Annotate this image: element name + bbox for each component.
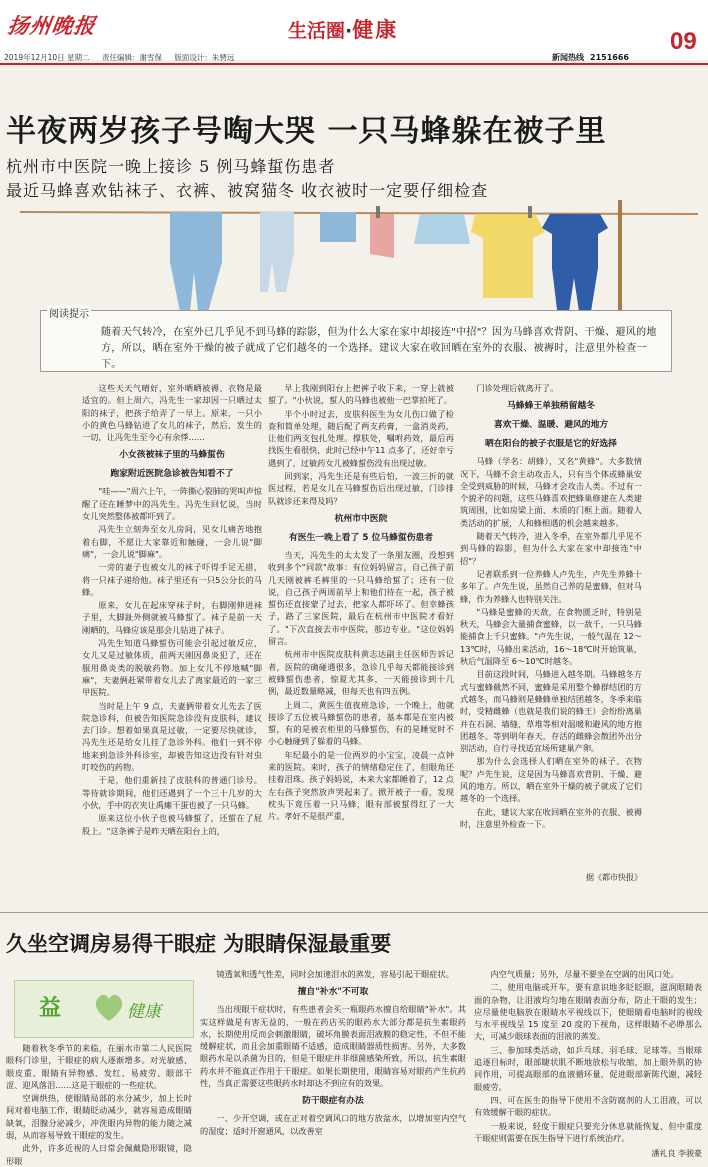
paragraph: 半个小时过去，皮肤科医生为女儿伤口做了检查和简单处理，随后配了两支药膏，一盒消炎药，让他们两支包扎处理。撑肤处，嘱咐药效，最后再找医生看很快，此时已经中午11 点多了，还好幸亏遇到了，过敏药女儿被蜂蜇伤没有出现过敏。 xyxy=(268,408,454,468)
section-subheading: 小女孩被袜子里的马蜂蜇伤 xyxy=(119,450,225,461)
section-subname: 健康 xyxy=(352,17,399,42)
subheadline-2: 最近马蜂喜欢钻袜子、衣裤、被窝猫冬 收衣被时一定要仔细检查 xyxy=(6,181,489,200)
paragraph: 原来，女儿在起床穿袜子时，右脚刚伸进袜子里，大脚趾外侧就被马蜂蜇了。袜子是前一天刚晒的，马蜂应该是那会儿钻进了袜子。 xyxy=(82,600,262,635)
paragraph: 那为什么会选择人们晒在室外的袜子、衣物呢？卢先生说，这是因为马蜂喜欢背阴、干燥、避风的地方。所以，晒在室外干燥的被子就成了它们越冬的一个选择。 xyxy=(460,756,642,804)
blue-pants-icon xyxy=(170,212,222,312)
editor-credit: 责任编辑：谢雪保 xyxy=(101,53,162,62)
paragraph: 随着秋冬季节的来临，在丽水市第二人民医院眼科门诊里，干眼症的病人逐渐增多。对光敏感、眼皮重、眼睛有异物感、发红、易疲劳、眼部干涩、迎风落泪……这是干眼症的一些症状。 xyxy=(6,1043,192,1090)
paragraph: 当出现眼干症状时，有些患者会买一瓶眼药水擅自给眼睛"补水"。其实这样做是有害无益的，一般在药店买的眼药水大部分都是抗生素眼药水，长期使用反而会刺激眼睛，破坏角膜表面泪液膜的稳定性，不但不能缓解症状，而且会加重眼睛不适感，造成眼睛器质性损害。另外，大多数眼药水是以杀菌为目的，但是干眼症并非细菌感染所致，所以，抗生素眼药水并不能真正作用于干眼症。如果长期使用，眼睛容易对眼药产生抗药性，当真正需要这些眼药水时却达不到应有的效果。 xyxy=(200,1004,466,1089)
paragraph: 在此，建议大家在收回晒在室外的衣服、被褥时，注意里外检查一下。 xyxy=(460,806,642,829)
article-column-3 xyxy=(460,382,642,862)
paragraph: 二、使用电脑或开车，要有意识地多眨眨眼，滋润眼睛表面的杂物，让泪液均匀地在眼睛表面分布，防止干眼的发生；应尽量使电脑放在眼睛水平视线以下，使眼睛看电脑时的视线与水平视线呈 15 度至 20 度的下视角，这样眼睛不必睁那么大，可减少眼球表面的泪液的蒸发。 xyxy=(474,982,702,1042)
second-headline: 久坐空调房易得干眼症 为眼睛保湿最重要 xyxy=(6,932,392,956)
paragraph: 冯先生知道马蜂蜇伤可能会引起过敏反应，女儿又是过敏体质，前两天刚因鼻炎犯了，还在服用鼻炎类的脱敏药物。加上女儿不停地喊"脚麻"，夫妻俩赶紧带着女儿去了离家最近的一家三甲医院。 xyxy=(82,638,262,698)
paragraph: 随着天气转冷，进入冬季，在室外都几乎见不到马蜂的踪影，但为什么大家在家中却接连"中招"？ xyxy=(460,531,642,566)
paragraph: 三、参加球类活动，如乒乓球、羽毛球、足球等。当眼球追逐目标时，眼部睫状肌不断地放松与收缩，加上眼外肌的协同作用，可提高眼部的血液循环量，促进眼部新陈代谢，减轻眼疲劳。 xyxy=(474,1044,702,1092)
subheadline-1: 杭州市中医院一晚上接诊 5 例马蜂蜇伤患者 xyxy=(6,157,336,176)
paragraph: "马蜂是蜜蜂的天敌，在食物匮乏时，特别是秋天，马蜂会大量捕食蜜蜂，以一敌千，一只马蜂能捕食上千只蜜蜂。"卢先生说，一般气温在 12～13℃时，马蜂出来活动，16～18℃时开始筑巢，秋后气温降至 6～10℃时越冬。 xyxy=(460,606,642,667)
article-source: 据《都市快报》 xyxy=(586,873,642,882)
banner-title: 益 xyxy=(39,995,62,1021)
reading-tip-box xyxy=(40,310,672,372)
article-source-wrap xyxy=(460,868,642,882)
section-subheading: 有医生一晚上看了 5 位马蜂蜇伤患者 xyxy=(288,532,434,543)
issue-date: 2019年12月10日 星期二 xyxy=(4,53,90,62)
newspaper-logo: 扬州晚报 xyxy=(6,13,98,38)
hotline-label: 新闻热线 xyxy=(552,53,584,62)
section-subheading: 防干眼症有办法 xyxy=(302,1096,364,1107)
section-subheading: 喜欢干燥、温暖、避风的地方 xyxy=(493,420,609,431)
section-subheading: 马蜂蜂王单独稍留越冬 xyxy=(507,401,595,412)
paragraph: 当时是上午 9 点，夫妻俩带着女儿先去了医院急诊科，但被告知医院急诊没有皮肤科，建议去门诊。想着如果真是过敏，一定要尽快就诊，冯先生还是给女儿挂了急诊外科。他们一到不停地来到急诊外科诊室，却被告知这边没有针对虫叮咬伤的药物。 xyxy=(82,700,262,773)
yellow-sweater-icon xyxy=(471,214,545,298)
light-pants-icon xyxy=(260,212,294,292)
section-name: 生活圈 xyxy=(288,20,346,42)
paragraph: 记者联系到一位养蜂人卢先生，卢先生养蜂十多年了。卢先生说，虽然自己养的是蜜蜂，但对马蜂，作为养蜂人也特别关注。 xyxy=(460,568,642,604)
article-column-2 xyxy=(268,382,454,862)
paragraph: 原来这位小伙子也被马蜂蜇了，还蜇在了屁股上。"这条裤子是昨天晒在阳台上的， xyxy=(82,813,262,836)
masthead xyxy=(0,0,708,60)
main-headline: 半夜两岁孩子号啕大哭 一只马蜂躲在被子里 xyxy=(6,114,607,149)
reading-tip-label: 阅读提示 xyxy=(47,305,91,320)
paragraph: 四、可在医生的指导下使用不含防腐剂的人工泪液，可以有效缓解干眼的症状。 xyxy=(474,1094,702,1118)
paragraph: 此外，许多近视的人日常会佩戴隐形眼镜，隐形眼 xyxy=(6,1143,192,1166)
page-number: 09 xyxy=(670,28,697,55)
paragraph: 当天，冯先生的太太发了一条朋友圈，没想到收到多个"同款"故事：有位妈妈留言，自己孩子前几天刚被裤毛裤里的一只马蜂给蜇了；还有一位说，自己孩子两周前早上和他们待在一起，孩子被蜇伤还直接蒙了过去，把家人都吓坏了。但幸蜂孩子，路了三家医院，最后在杭州市中医院才看好了。"下次直接去市中医院，那边专业。"这位妈妈留言。 xyxy=(268,549,454,647)
eye-article-signature: 潘礼良 李骏豪 xyxy=(651,1149,702,1158)
eye-article-sign-wrap xyxy=(474,1148,702,1160)
paragraph: 空调烘热，使眼睛局部的水分减少，加上长时间对着电脑工作，眼睛眨动减少，就容易造成眼睛缺氧，泪腺分泌减少，冲洗眼内异物的能力随之减弱，从而容易导致干眼症的发生。 xyxy=(6,1093,192,1141)
article-column-1 xyxy=(82,382,262,862)
eye-article-column-2 xyxy=(200,968,466,1160)
blue-romper-icon xyxy=(542,214,608,318)
clothespin-icon xyxy=(528,206,532,218)
section-subheading: 杭州市中医院 xyxy=(334,513,388,524)
section-title xyxy=(288,14,398,44)
paragraph: 内空气质量；另外，尽量不要坐在空调的出风口处。 xyxy=(490,969,679,979)
section-subheading: 晒在阳台的被子衣服是它的好选择 xyxy=(485,439,617,450)
paragraph: 一旁的妻子也被女儿的袜子吓得手足无措，将一只袜子递给他。袜子里还有一只5公分长的马蜂。 xyxy=(82,562,262,597)
banner-title-2: 健康 xyxy=(127,1002,161,1022)
paragraph: 冯先生立刻奔至女儿房间，见女儿痛苦地抱着右脚，不愿让大家靠近和触碰，一会儿说"脚痛"，一会儿说"脚麻"。 xyxy=(82,524,262,559)
pink-sock-icon xyxy=(370,214,394,258)
clothespin-icon xyxy=(376,206,380,218)
reading-tip-text: 随着天气转冷，在室外已几乎见不到马蜂的踪影，但为什么大家在家中却接连"中招"？因为马蜂喜欢背阴、干燥、避风的地方，所以，晒在室外干燥的被子就成了它们越冬的一个选择。建议大家在收回晒在室外的衣服、被褥时，注意里外检查一下。 xyxy=(101,327,657,370)
hotline-number: 2151666 xyxy=(590,53,629,62)
green-heart-icon xyxy=(91,989,127,1025)
paragraph: 目前这段时间，马蜂进入越冬期。马蜂越冬方式与蜜蜂截然不同，蜜蜂是采用整个蜂群结团的方式越冬，而马蜂则是蜂蜂单独结团越冬，冬季来临时，受精雌蜂（也就是我们说的蜂王）会纷纷离巢并在石洞、墙缝、草堆等相对温暖和避风的地方抱团越冬。等到明年春天，存活的雌蜂会散团外出分别活动，自行寻找适宜场所建巢产卵。 xyxy=(460,669,642,754)
paragraph: 早上我刚到阳台上把裤子收下来，一穿上就被蜇了。"小伙说，蜇人的马蜂也被他一巴掌拍死了。 xyxy=(268,383,454,406)
paragraph: 年纪最小的是一位两岁的小宝宝，凌晨一点钟来的医院。来时，孩子的情绪稳定住了，但眼角还挂着泪珠。孩子妈妈说，本来大家都睡着了，12 点左右孩子突然放声哭起来了。掀开被子一看，发现枕头下竟压着一只马蜂，眼有部被蜇得红了一大片。孝好不是很严重， xyxy=(268,749,454,822)
paragraph: 一、少开空调，或在正对着空调风口的地方放盆水，以增加室内空气的湿度；适时开窗通风，以改善室 xyxy=(200,1113,466,1136)
section-separator: · xyxy=(345,20,353,42)
paragraph: "哇——"周六上午，一阵撕心裂肺的哭叫声惊醒了还在睡梦中的冯先生。冯先生回忆说，当时女儿突然整体被都吓到了。 xyxy=(82,486,262,522)
paragraph: 上周二，黄医生值夜班急诊，一个晚上，他就接诊了五位被马蜂蜇伤的患者，基本都是在室内被蜇，有的是被衣柜里的马蜂蜇伤，有的是睡觉时不小心触碰到了躲着的马蜂。 xyxy=(268,699,454,747)
paragraph: 一般来说，轻度干眼症只要充分休息就能恢复，但中重度干眼症则需要在医生指导下进行系统治疗。 xyxy=(474,1120,702,1143)
paragraph: 杭州市中医院皮肤科黄志达副主任医师告诉记者，医院的确碰遇很多，急诊几乎每天都能接诊到被蜂蜇伤患者，惊夏尤其多，一天能接诊到十几例，最近数量略减，但每天也有四五例。 xyxy=(268,649,454,697)
section-subheading: 擅自"补水"不可取 xyxy=(297,987,369,998)
paragraph: 马蜂（学名：胡蜂），又名"黄蜂"。大多数情况下，马蜂不会主动攻击人，只有当个体或蜂巢安全受到威胁的时候，马蜂才会攻击人类。不过有一个貌矛的问题，这些马蜂喜欢把蜂巢修建在人类建筑周围，比如房梁上面、木质的门框上面。随着人类活动的扩展，人和蜂相遇的机会越来越多。 xyxy=(460,456,642,528)
news-hotline xyxy=(552,52,635,63)
laundry-line-illustration xyxy=(20,200,700,320)
blue-cloth-icon xyxy=(320,212,356,242)
paragraph: 门诊处理后就离开了。 xyxy=(476,383,559,393)
clothes-line xyxy=(20,212,698,214)
designer-credit: 版面设计：朱骋远 xyxy=(174,53,235,62)
paragraph: 这些天天气晴好，室外晒晒被褥、衣物是最适宜的。但上周六，冯先生一家却因一只晒过太阳的袜子，把孩子给弄了一早上。原来，一只小小的黄色马蜂钻进了女儿的袜子，然后，发生的一切，让冯先生至今心有余悸…… xyxy=(82,383,262,443)
paragraph: 回到家，冯先生还是有些后怕，一波三折的就医过程，若是女儿在马蜂蜇伤后出现过敏，门诊排队就诊还来得及吗？ xyxy=(268,471,454,506)
meta-line xyxy=(4,52,244,63)
article-divider xyxy=(0,912,708,913)
paragraph: 镜透氧和透气性差，同时会加速泪水的蒸发，容易引起干眼症状。 xyxy=(216,969,454,979)
paragraph: 于是，他们重新挂了皮肤科的普通门诊号。等待就诊期间，他们还遇到了一个三十几岁的大小伙，手中的衣夹让禹瘫干蛋也被了一只马蜂。 xyxy=(82,775,262,810)
health-banner xyxy=(14,980,194,1038)
light-blue-cloth-icon xyxy=(414,214,470,244)
eye-article-column-1 xyxy=(6,1042,192,1166)
eye-article-column-3 xyxy=(474,968,702,1160)
section-subheading: 跑家附近医院急诊被告知看不了 xyxy=(110,469,234,480)
header-rule xyxy=(0,63,708,65)
